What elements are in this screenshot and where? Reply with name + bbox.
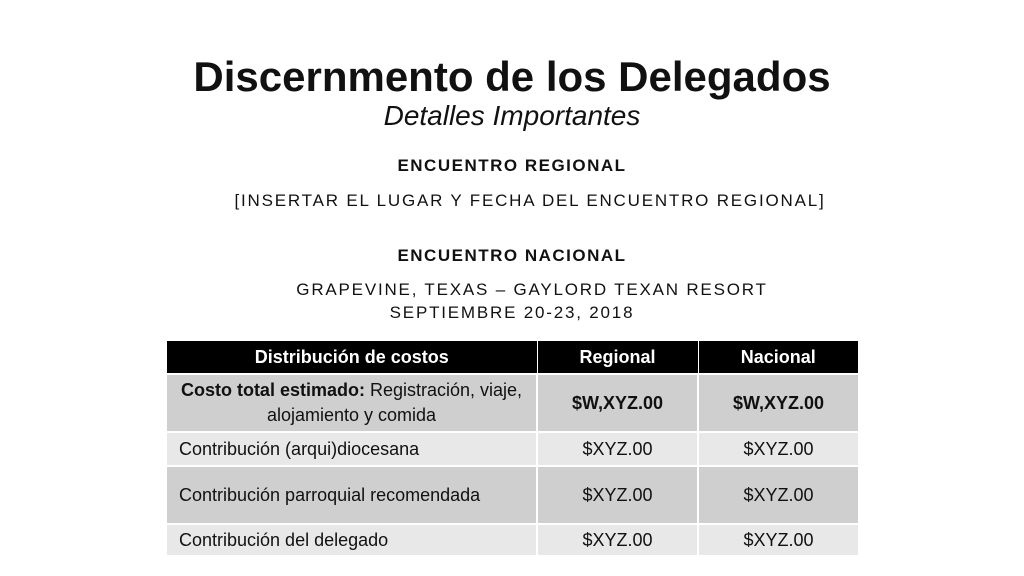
row-label: Contribución (arqui)diocesana — [167, 432, 537, 466]
table-row — [167, 466, 858, 524]
total-label-rest: Registración, viaje, alojamiento y comida — [266, 380, 523, 425]
row-nacional: $XYZ.00 — [698, 432, 858, 466]
regional-details: [INSERTAR EL LUGAR Y FECHA DEL ENCUENTRO REGIONAL] — [234, 191, 826, 210]
row-label: Contribución parroquial recomendada — [167, 466, 537, 524]
cost-table — [167, 341, 858, 555]
total-label-bold: Costo total estimado: — [180, 380, 365, 400]
header-regional: Regional — [537, 341, 698, 374]
row-regional: $XYZ.00 — [537, 466, 698, 524]
row-label: Contribución del delegado — [167, 524, 537, 555]
row-regional: $XYZ.00 — [537, 524, 698, 555]
table-row — [167, 524, 858, 555]
nacional-heading: ENCUENTRO NACIONAL — [397, 246, 627, 265]
header-nacional: Nacional — [698, 341, 858, 374]
row-nacional: $XYZ.00 — [698, 524, 858, 555]
row-regional: $XYZ.00 — [537, 432, 698, 466]
table-row-total — [167, 374, 858, 432]
total-regional: $W,XYZ.00 — [537, 374, 698, 432]
row-nacional: $XYZ.00 — [698, 466, 858, 524]
total-label-cell — [167, 374, 537, 432]
regional-heading: ENCUENTRO REGIONAL — [397, 156, 627, 175]
header-distribution: Distribución de costos — [167, 341, 537, 374]
table-row — [167, 432, 858, 466]
table-header-row — [167, 341, 858, 374]
total-nacional: $W,XYZ.00 — [698, 374, 858, 432]
nacional-dates: SEPTIEMBRE 20-23, 2018 — [389, 303, 635, 322]
page-subtitle: Detalles Importantes — [383, 100, 641, 131]
page-title: Discernmento de los Delegados — [193, 53, 831, 100]
nacional-location: GRAPEVINE, TEXAS – GAYLORD TEXAN RESORT — [296, 280, 768, 299]
